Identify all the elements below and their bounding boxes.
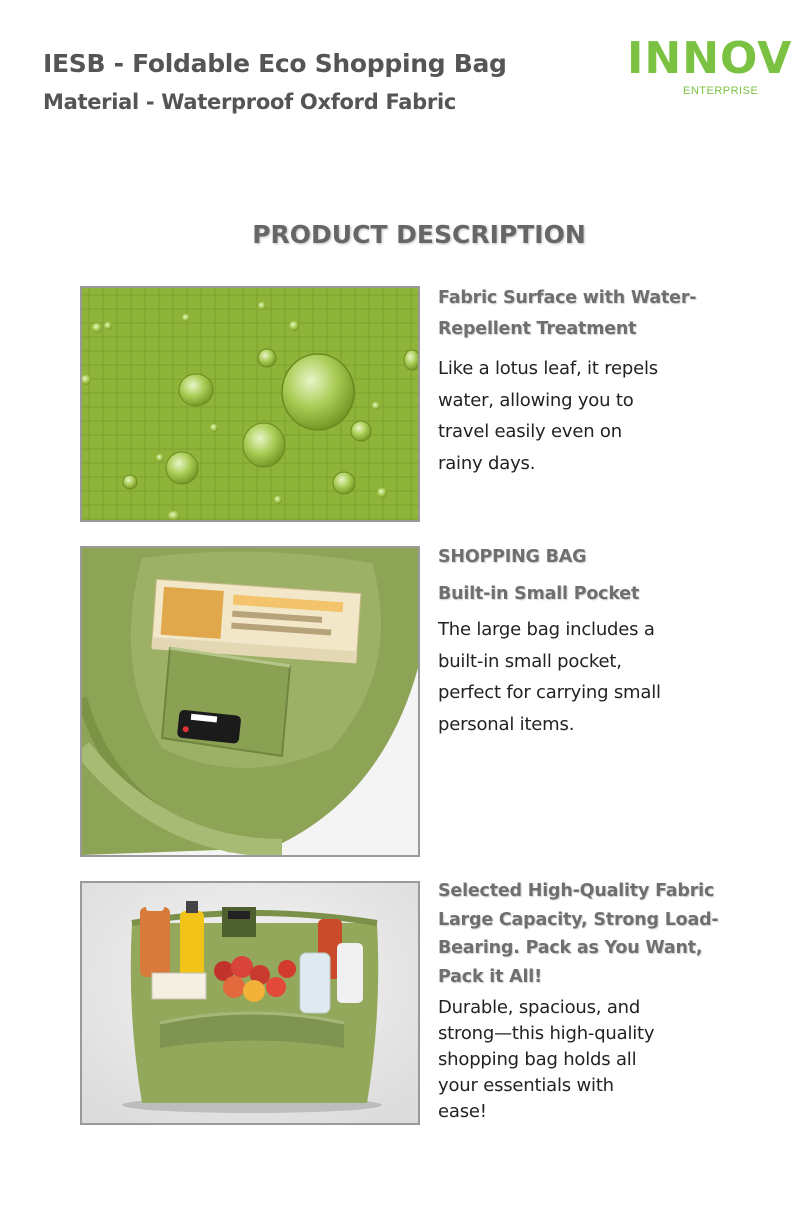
feature-title xyxy=(438,877,738,991)
feature-title xyxy=(438,283,738,345)
bag-groceries-image xyxy=(80,881,420,1125)
feature-body-line: perfect for carrying small xyxy=(438,682,661,703)
fabric-droplets-image xyxy=(80,286,420,522)
feature-body-line: ease! xyxy=(438,1101,487,1122)
feature-body-line: built-in small pocket, xyxy=(438,650,622,672)
feature-title-line: Large Capacity, Strong Load- xyxy=(438,909,719,930)
feature-title-line: Repellent Treatment xyxy=(438,319,637,339)
feature-body-line: strong—this high-quality xyxy=(438,1023,655,1044)
feature-description xyxy=(438,614,738,740)
feature-title-line: Built-in Small Pocket xyxy=(438,584,640,604)
feature-description xyxy=(438,995,738,1125)
feature-body-line: your essentials with xyxy=(438,1075,614,1096)
feature-title-line: Bearing. Pack as You Want, xyxy=(438,938,703,958)
feature-title xyxy=(438,542,738,610)
feature-large-capacity xyxy=(438,877,738,1125)
feature-body-line: personal items. xyxy=(438,713,575,735)
feature-water-repellent xyxy=(438,283,738,479)
feature-body-line: water, allowing you to xyxy=(438,389,634,411)
feature-body-line: Like a lotus leaf, it repels xyxy=(438,358,658,379)
section-title: PRODUCT DESCRIPTION xyxy=(252,220,586,249)
feature-title-line: Selected High-Quality Fabric xyxy=(438,881,715,901)
feature-description xyxy=(438,353,738,479)
logo-subtext: ENTERPRISE xyxy=(683,85,759,97)
feature-body-line: rainy days. xyxy=(438,452,536,474)
feature-body-line: shopping bag holds all xyxy=(438,1049,637,1070)
logo-wordmark: INNOV xyxy=(627,33,793,84)
innov-logo xyxy=(627,33,793,101)
feature-body-line: The large bag includes a xyxy=(438,619,655,640)
feature-body-line: travel easily even on xyxy=(438,421,622,442)
feature-small-pocket xyxy=(438,542,738,740)
feature-title-line: SHOPPING BAG xyxy=(438,547,587,567)
bag-pocket-image xyxy=(80,546,420,857)
feature-title-line: Fabric Surface with Water- xyxy=(438,288,697,308)
page-title: IESB - Foldable Eco Shopping Bag xyxy=(43,49,507,78)
feature-body-line: Durable, spacious, and xyxy=(438,997,641,1018)
feature-title-line: Pack it All! xyxy=(438,966,542,987)
page-subtitle: Material - Waterproof Oxford Fabric xyxy=(43,90,457,114)
